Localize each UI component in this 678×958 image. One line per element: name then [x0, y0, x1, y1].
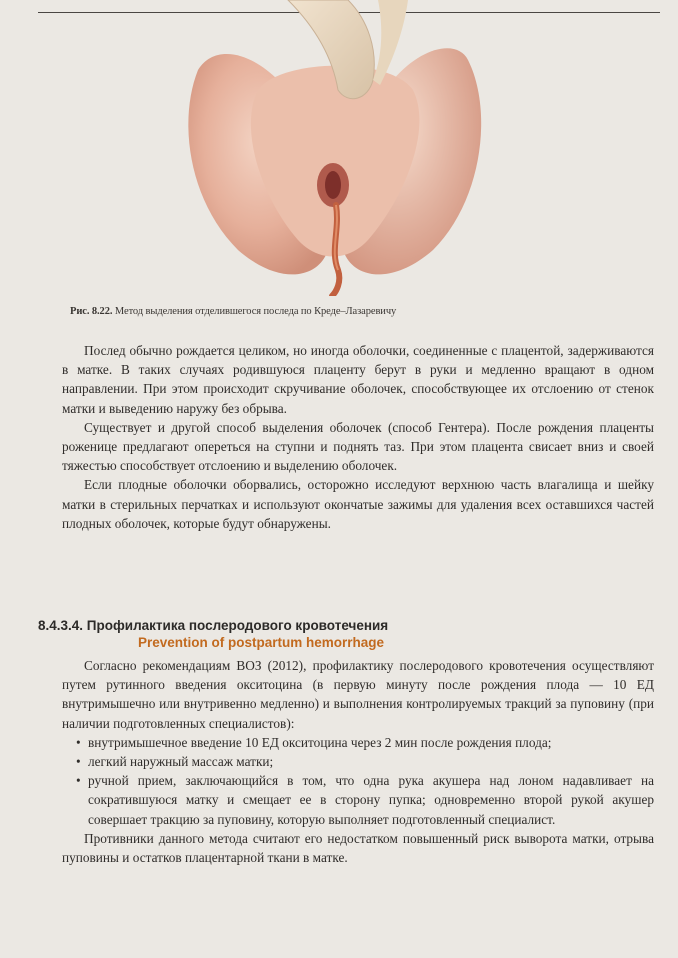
- paragraph: Существует и другой способ выделения оболочек (способ Гентера). После рождения плаценты роженице предлагают опереться на ступни и поднять таз. При этом плацента свисает вниз и своей тяжестью способствует отслоению и выделению оболочек.: [62, 419, 654, 474]
- bullet-icon: •: [76, 754, 81, 770]
- list-item: [76, 733, 654, 752]
- anatomy-illustration-icon: [168, 0, 498, 296]
- paragraph: Согласно рекомендациям ВОЗ (2012), профилактику послеродового кровотечения осуществляют путем рутинного введения окситоцина (в первую минуту после рождения плода — 10 ЕД внутримышечно или внутривенно медленно) и выполнения контролируемых тракций за пуповину (при наличии подготовленных специалистов):: [62, 658, 654, 731]
- caption-text: Метод выделения отделившегося последа по Креде–Лазаревичу: [114, 306, 397, 317]
- figure-caption: [70, 306, 650, 317]
- list-item-text: легкий наружный массаж матки;: [88, 754, 274, 770]
- body-section-prevention: [62, 656, 654, 867]
- paragraph: Противники данного метода считают его недостатком повышенный риск выворота матки, отрыва пуповины и остатков плацентарной ткани в матке.: [62, 830, 654, 866]
- figure-illustration: [168, 0, 498, 296]
- bullet-list: [62, 733, 654, 829]
- paragraph: Послед обычно рождается целиком, но иногда оболочки, соединенные с плацентой, задерживаются в матке. В таких случаях родившуюся плаценту берут в руки и медленно вращают в одном направлении. При этом происходит скручивание оболочек, способствующее их отслоению от стенок матки и выведению наружу без обрыва.: [62, 343, 654, 416]
- list-item-text: внутримышечное введение 10 ЕД окситоцина через 2 мин после рождения плода;: [88, 734, 552, 750]
- body-section-placenta: [62, 341, 654, 533]
- bullet-icon: •: [76, 773, 81, 789]
- section-title-english: Prevention of postpartum hemorrhage: [138, 635, 385, 650]
- list-item-text: ручной прием, заключающийся в том, что одна рука акушера над лоном надавливает на сократившуюся матку и смещает ее в сторону пупка; одновременно второй рукой акушер совершает тракцию за пуповину, которую выполняет подготовленный специалист.: [88, 773, 654, 827]
- bullet-icon: •: [76, 734, 81, 750]
- section-title: 8.4.3.4. Профилактика послеродового кровотечения: [38, 618, 389, 633]
- list-item: [76, 752, 654, 771]
- section-heading: [38, 617, 658, 651]
- paragraph: Если плодные оболочки оборвались, осторожно исследуют верхнюю часть влагалища и шейку матки в стерильных перчатках и используют окончатые зажимы для удаления всех оставшихся частей плодных оболочек, которые будут обнаружены.: [62, 477, 654, 531]
- list-item: [76, 771, 654, 829]
- caption-label: Рис. 8.22.: [70, 306, 113, 317]
